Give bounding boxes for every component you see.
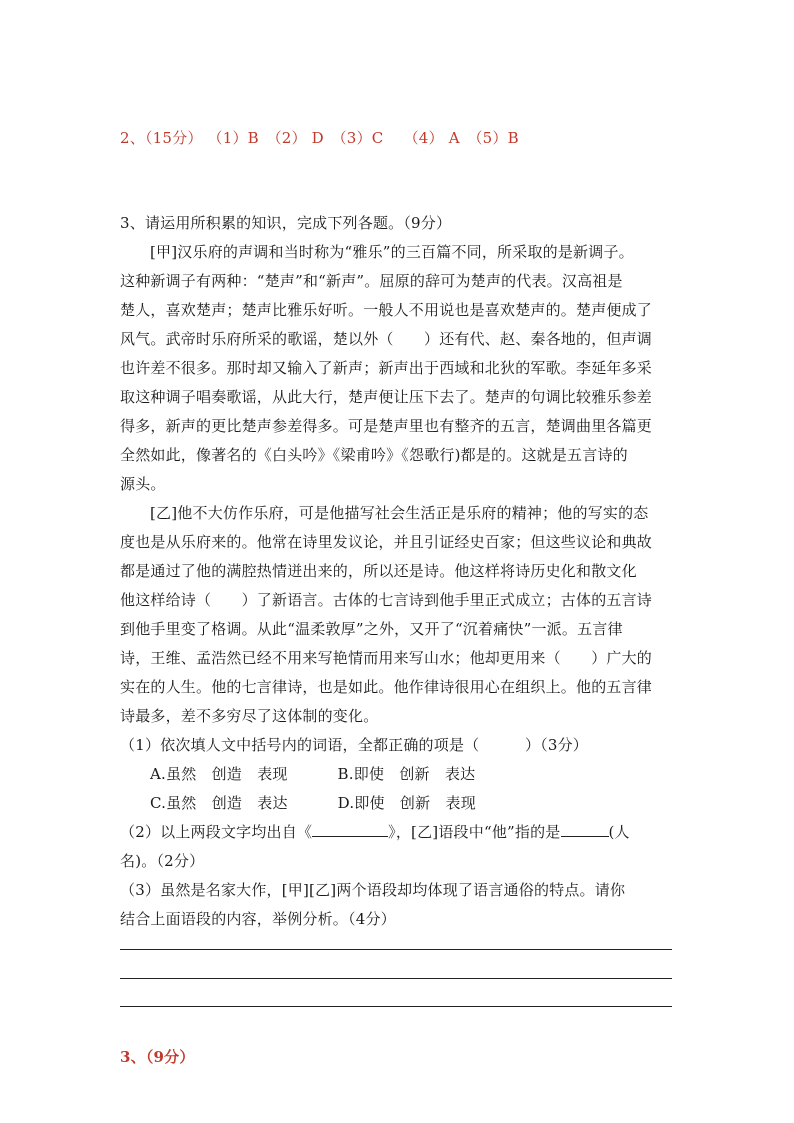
sub-question-2-continued: 名)。（2分） (120, 852, 205, 870)
answer-3-label: 3、（9分） (120, 1048, 195, 1066)
passage-yi-line: 诗最多，差不多穷尽了这体制的变化。 (120, 707, 379, 725)
option-b: B.即使 创新 表达 (337, 765, 476, 783)
answer-line[interactable] (120, 978, 672, 979)
answer-line[interactable] (120, 949, 672, 950)
passage-jia-line: 这种新调子有两种：“楚声”和“新声”。屈原的辞可为楚声的代表。汉高祖是 (120, 272, 623, 290)
passage-yi-line: [乙]他不大仿作乐府，可是他描写社会生活正是乐府的精神；他的写实的态 (150, 504, 649, 522)
passage-jia-line: 得多，新声的更比楚声参差得多。可是楚声里也有整齐的五言，楚调曲里各篇更 (120, 417, 653, 435)
passage-jia-line: 取这种调子唱奏歌谣，从此大行，楚声便让压下去了。楚声的句调比较雅乐参差 (120, 388, 653, 406)
sub-question-3-continued: 结合上面语段的内容，举例分析。（4分） (120, 910, 396, 928)
person-name-blank[interactable] (561, 822, 609, 837)
passage-yi-line: 到他手里变了格调。从此“温柔敦厚”之外，又开了“沉着痛快”一派。五言律 (120, 620, 623, 638)
sub-question-2-text: (人 (608, 823, 630, 841)
sub-question-2-text: 》，[乙]语段中“他”指的是 (388, 823, 561, 841)
option-row-2 (150, 793, 476, 813)
passage-jia-line: 全然如此，像著名的《白头吟》《梁甫吟》《怨歌行)都是的。这就是五言诗的 (120, 446, 628, 464)
question-3-heading: 3、请运用所积累的知识，完成下列各题。（9分） (120, 214, 452, 232)
passage-jia-line: 风气。武帝时乐府所采的歌谣，楚以外（ ）还有代、赵、秦各地的，但声调 (120, 330, 653, 348)
passage-yi-line: 实在的人生。他的七言律诗，也是如此。他作律诗很用心在组织上。他的五言律 (120, 678, 653, 696)
passage-jia-line: [甲]汉乐府的声调和当时称为“雅乐”的三百篇不同，所采取的是新调子。 (150, 243, 634, 261)
book-title-blank[interactable] (312, 822, 388, 837)
answer-line[interactable] (120, 1006, 672, 1007)
passage-yi-line: 都是通过了他的满腔热情迸出来的，所以还是诗。他这样将诗历史化和散文化 (120, 562, 637, 580)
passage-jia-line: 楚人，喜欢楚声；楚声比雅乐好听。一般人不用说也是喜欢楚声的。楚声便成了 (120, 301, 653, 319)
option-a: A.虽然 创造 表现 (150, 765, 288, 783)
passage-yi-line: 度也是从乐府来的。他常在诗里发议论，并且引证经史百家；但这些议论和典故 (120, 533, 653, 551)
sub-question-1: （1）依次填人文中括号内的词语，全都正确的项是（ ）（3分） (120, 736, 588, 754)
passage-yi-line: 他这样给诗（ ）了新语言。古体的七言诗到他手里正式成立；古体的五言诗 (120, 591, 653, 609)
answer-2-items: （1）B （2） D （3）C （4） A （5）B (207, 129, 519, 147)
option-d: D.即使 创新 表现 (337, 794, 476, 812)
sub-question-3: （3）虽然是名家大作，[甲][乙]两个语段却均体现了语言通俗的特点。请你 (120, 881, 626, 899)
sub-question-2-text: （2）以上两段文字均出自《 (120, 823, 313, 841)
option-row-1 (150, 764, 475, 784)
passage-jia-line: 也许差不很多。那时却又输入了新声；新声出于西域和北狄的军歌。李延年多采 (120, 359, 653, 377)
answer-2-label: 2、（15分） (120, 129, 203, 147)
passage-jia-line: 源头。 (120, 475, 166, 493)
passage-yi-line: 诗，王维、孟浩然已经不用来写艳情而用来写山水；他却更用来（ ）广大的 (120, 649, 653, 667)
answer-2-line (120, 128, 519, 148)
sub-question-2 (120, 822, 630, 842)
option-c: C.虽然 创造 表达 (150, 794, 288, 812)
